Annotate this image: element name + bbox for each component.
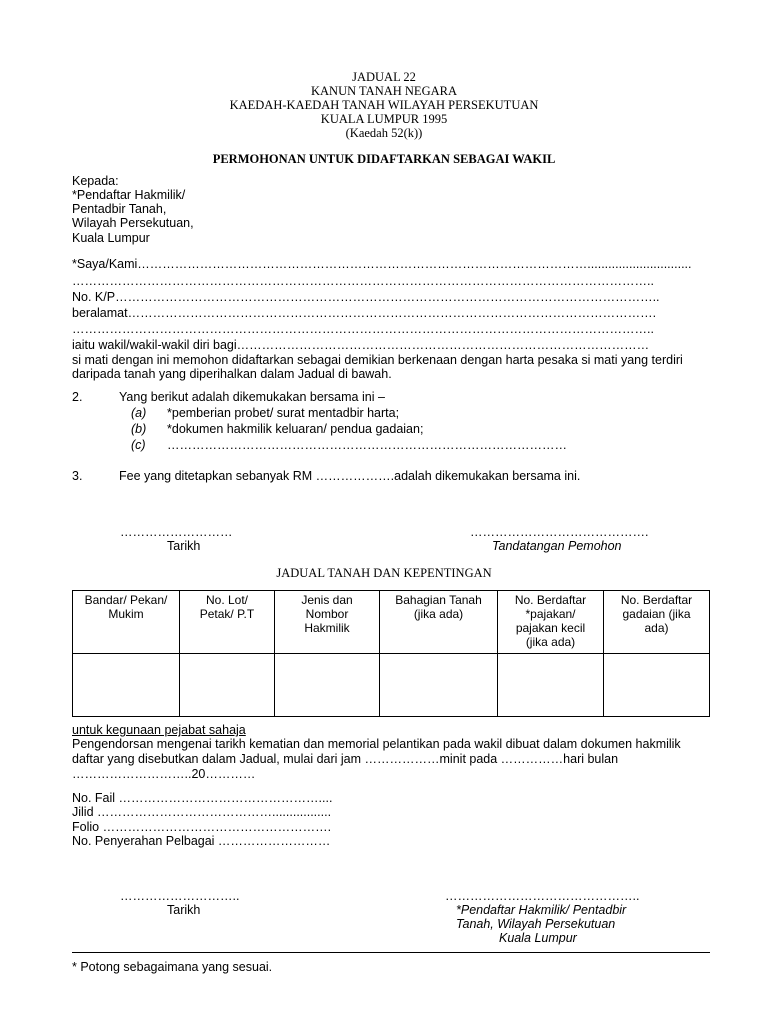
footnote: * Potong sebagaimana yang sesuai. xyxy=(72,960,273,974)
field-no-penyerahan[interactable]: No. Penyerahan Pelbagai ……………………… xyxy=(72,834,331,848)
addressee-line-4: Kuala Lumpur xyxy=(72,231,150,245)
addressee-line-2: Pentadbir Tanah, xyxy=(72,202,167,216)
cell-pajakan[interactable] xyxy=(498,654,604,717)
registrar-title-line-2: Tanah, Wilayah Persekutuan xyxy=(456,917,616,931)
date-label-applicant: Tarikh xyxy=(167,539,201,553)
office-use-heading: untuk kegunaan pejabat sahaja xyxy=(72,723,246,737)
table-row xyxy=(73,654,710,717)
land-schedule-table xyxy=(72,590,710,717)
cell-hakmilik[interactable] xyxy=(275,654,380,717)
office-line-3[interactable]: ………………………..20………… xyxy=(72,767,256,781)
col-header-bahagian: Bahagian Tanah (jika ada) xyxy=(380,591,498,654)
item-b-label: (b) xyxy=(131,422,147,436)
field-no-fail[interactable]: No. Fail ………………………………………….... xyxy=(72,791,333,805)
form-title: PERMOHONAN UNTUK DIDAFTARKAN SEBAGAI WAKIL xyxy=(212,152,556,166)
addressee-label: Kepada: xyxy=(72,174,119,188)
cell-lot[interactable] xyxy=(180,654,275,717)
item-c-field[interactable]: …………………………………………………………………………………… xyxy=(167,438,567,452)
field-saya-kami-cont[interactable]: ………………………………………………………………………………………………………………………….. xyxy=(72,274,654,288)
item-a-text: *pemberian probet/ surat mentadbir harta; xyxy=(167,406,400,420)
col-header-bandar: Bandar/ Pekan/ Mukim xyxy=(73,591,180,654)
field-alamat-cont[interactable]: ………………………………………………………………………………………………………………………….. xyxy=(72,322,654,336)
field-jilid[interactable]: Jilid ……………………………………................. xyxy=(72,805,332,819)
header-jadual: JADUAL 22 xyxy=(352,70,416,84)
field-folio[interactable]: Folio ………………………………………………. xyxy=(72,820,332,834)
table-title: JADUAL TANAH DAN KEPENTINGAN xyxy=(276,566,492,580)
office-line-2[interactable]: daftar yang disebutkan dalam Jadual, mulai dari jam ………………minit pada ……………hari bulan xyxy=(72,752,619,766)
section-2-number: 2. xyxy=(72,390,83,404)
col-header-hakmilik: Jenis dan Nombor Hakmilik xyxy=(275,591,380,654)
paragraph-1-line-2: daripada tanah yang diperihalkan dalam Jadual di bawah. xyxy=(72,367,392,381)
item-c-label: (c) xyxy=(131,438,146,452)
registrar-title-line-3: Kuala Lumpur xyxy=(499,931,577,945)
field-saya-kami[interactable]: *Saya/Kami……………………………………………………………………………………………….............................. xyxy=(72,257,692,271)
addressee-line-1: *Pendaftar Hakmilik/ xyxy=(72,188,186,202)
footnote-divider xyxy=(72,952,710,953)
header-rules: KAEDAH-KAEDAH TANAH WILAYAH PERSEKUTUAN xyxy=(229,98,539,112)
col-header-pajakan: No. Berdaftar *pajakan/ pajakan kecil (jika ada) xyxy=(498,591,604,654)
field-beralamat[interactable]: beralamat………………………………………………………………………………………………………………. xyxy=(72,306,657,320)
date-field-applicant[interactable]: ……………………… xyxy=(120,525,233,539)
paragraph-1-line-1: si mati dengan ini memohon didaftarkan sebagai demikian berkenaan dengan harta pesaka si mati yang terdiri xyxy=(72,353,683,367)
section-2-text: Yang berikut adalah dikemukakan bersama ini – xyxy=(119,390,385,404)
table-header-row xyxy=(73,591,710,654)
col-header-gadaian: No. Berdaftar gadaian (jika ada) xyxy=(604,591,710,654)
office-line-1: Pengendorsan mengenai tarikh kematian dan memorial pelantikan pada wakil dibuat dalam dokumen hakmilik xyxy=(72,737,681,751)
date-label-registrar: Tarikh xyxy=(167,903,201,917)
field-iaitu-wakil[interactable]: iaitu wakil/wakil-wakil diri bagi……………………………………………………………………………………… xyxy=(72,338,650,352)
signature-field-registrar[interactable]: ……………………………………….. xyxy=(445,889,640,903)
section-3-number: 3. xyxy=(72,469,83,483)
cell-bandar[interactable] xyxy=(73,654,180,717)
item-b-text: *dokumen hakmilik keluaran/ pendua gadaian; xyxy=(167,422,424,436)
cell-gadaian[interactable] xyxy=(604,654,710,717)
field-no-kp[interactable]: No. K/P………………………………………………………………………………………………………………….. xyxy=(72,290,660,304)
addressee-line-3: Wilayah Persekutuan, xyxy=(72,216,194,230)
col-header-lot: No. Lot/ Petak/ P.T xyxy=(180,591,275,654)
header-year: KUALA LUMPUR 1995 xyxy=(320,112,448,126)
registrar-title-line-1: *Pendaftar Hakmilik/ Pentadbir xyxy=(456,903,627,917)
date-field-registrar[interactable]: ……………………….. xyxy=(120,889,240,903)
signature-label-applicant: Tandatangan Pemohon xyxy=(492,539,622,553)
header-act: KANUN TANAH NEGARA xyxy=(311,84,457,98)
header-rule-ref: (Kaedah 52(k)) xyxy=(345,126,423,140)
section-3-text[interactable]: Fee yang ditetapkan sebanyak RM ……………….adalah dikemukakan bersama ini. xyxy=(119,469,581,483)
signature-field-applicant[interactable]: ……………………………………. xyxy=(470,525,649,539)
cell-bahagian[interactable] xyxy=(380,654,498,717)
item-a-label: (a) xyxy=(131,406,147,420)
